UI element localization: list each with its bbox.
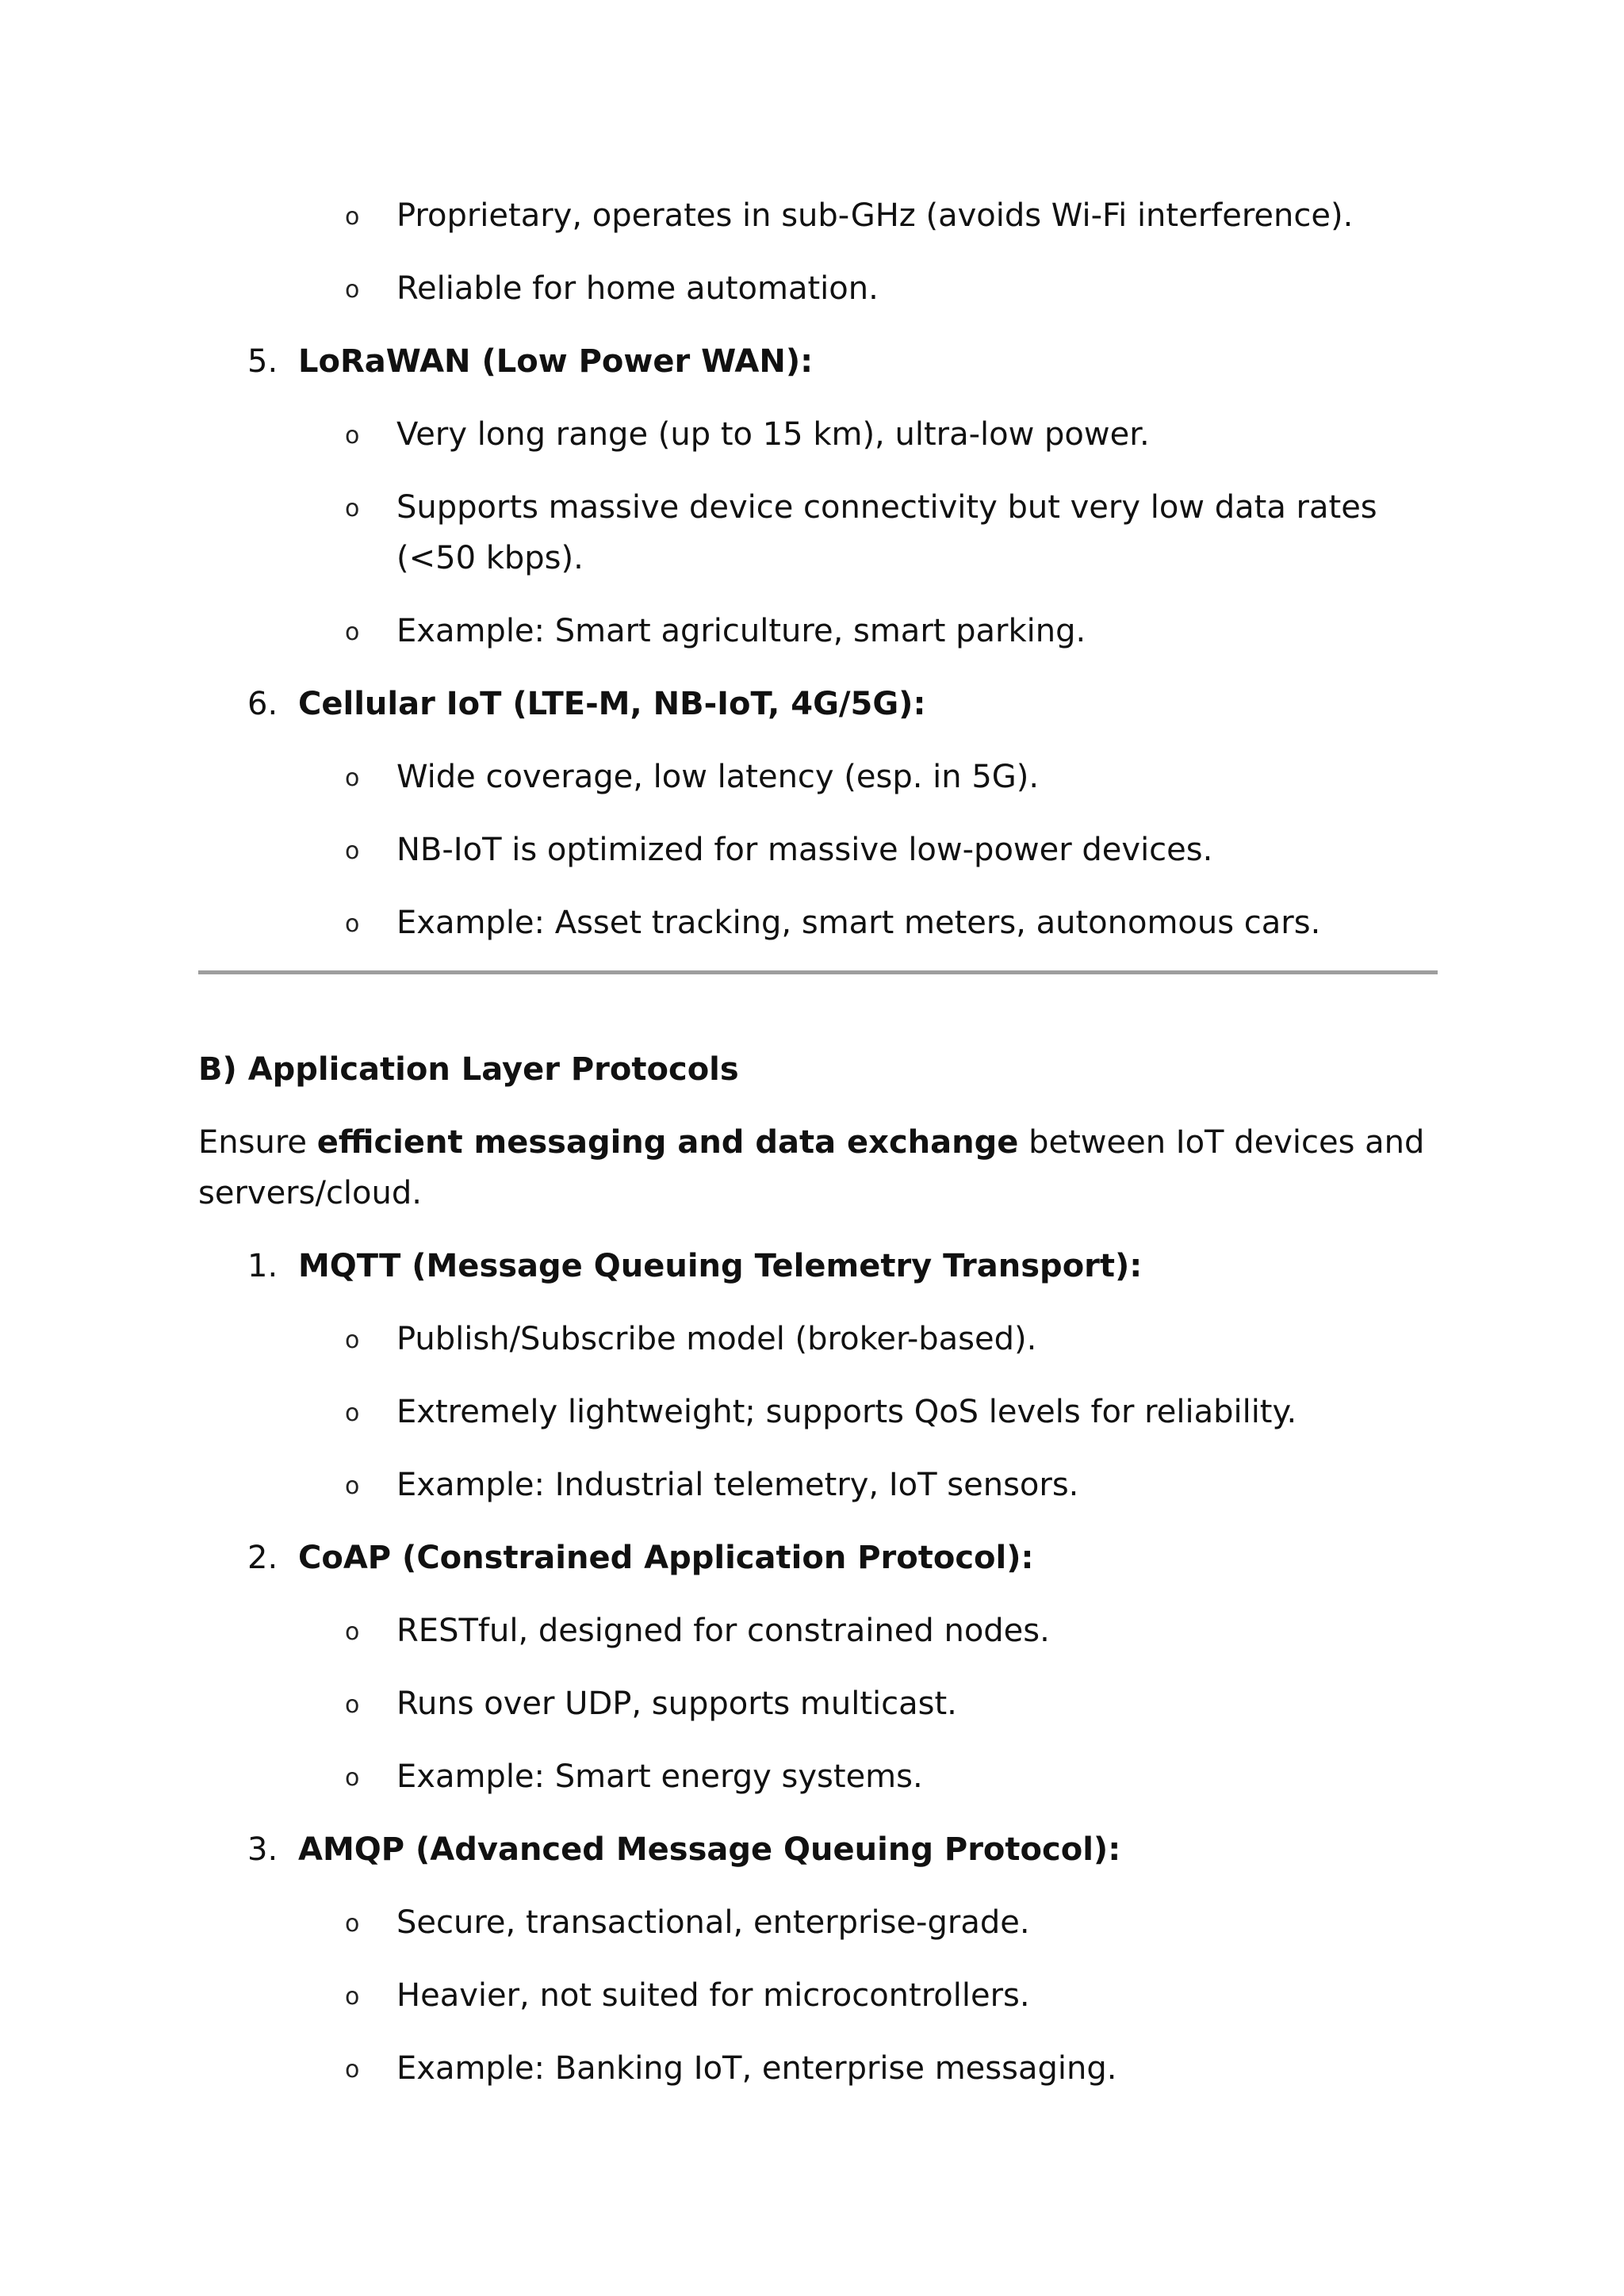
item-heading: LoRaWAN (Low Power WAN): bbox=[298, 343, 814, 380]
bullet-text: Example: Banking IoT, enterprise messaging. bbox=[396, 2050, 1117, 2087]
bullet-text: Example: Smart agriculture, smart parking. bbox=[396, 613, 1086, 649]
section-heading: B) Application Layer Protocols bbox=[198, 1051, 739, 1088]
list-item bbox=[198, 752, 1435, 802]
list-item bbox=[198, 606, 1435, 656]
hollow-circle-bullet-icon: o bbox=[345, 1983, 360, 2011]
bullet-text: NB-IoT is optimized for massive low-power devices. bbox=[396, 832, 1213, 868]
hollow-circle-bullet-icon: o bbox=[345, 1399, 360, 1427]
hollow-circle-bullet-icon: o bbox=[345, 1910, 360, 1938]
list-item bbox=[198, 409, 1435, 460]
item-heading: CoAP (Constrained Application Protocol): bbox=[298, 1540, 1034, 1576]
list-item bbox=[198, 1897, 1435, 1948]
hollow-circle-bullet-icon: o bbox=[345, 1618, 360, 1646]
numbered-item-mqtt bbox=[198, 1241, 1435, 1510]
item-heading: AMQP (Advanced Message Queuing Protocol): bbox=[298, 1831, 1121, 1868]
bullet-text: Reliable for home automation. bbox=[396, 270, 879, 307]
sub-bullet-list bbox=[198, 409, 1435, 656]
item-number: 1. bbox=[247, 1248, 278, 1284]
numbered-item-lorawan bbox=[198, 336, 1435, 656]
sub-bullet-list bbox=[198, 752, 1435, 948]
sub-bullet-list bbox=[198, 1605, 1435, 1802]
list-item bbox=[198, 1678, 1435, 1729]
list-item bbox=[198, 263, 1435, 314]
continuation-bullet-list bbox=[198, 190, 1435, 314]
hollow-circle-bullet-icon: o bbox=[345, 2056, 360, 2084]
numbered-item-amqp bbox=[198, 1824, 1435, 2094]
list-item bbox=[198, 1970, 1435, 2021]
item-number: 2. bbox=[247, 1540, 278, 1576]
bullet-text: Publish/Subscribe model (broker-based). bbox=[396, 1321, 1037, 1357]
bullet-text: Example: Industrial telemetry, IoT sensors. bbox=[396, 1467, 1079, 1503]
list-item bbox=[198, 1460, 1435, 1510]
list-item bbox=[198, 1605, 1435, 1656]
intro-suffix: between IoT devices and servers/cloud. bbox=[198, 1124, 1425, 1211]
hollow-circle-bullet-icon: o bbox=[345, 276, 360, 304]
list-item bbox=[198, 1387, 1435, 1437]
sub-bullet-list bbox=[198, 1314, 1435, 1510]
hollow-circle-bullet-icon: o bbox=[345, 1326, 360, 1354]
bullet-text: Very long range (up to 15 km), ultra-low power. bbox=[396, 416, 1150, 453]
hollow-circle-bullet-icon: o bbox=[345, 910, 360, 938]
bullet-text: Extremely lightweight; supports QoS levels for reliability. bbox=[396, 1394, 1297, 1430]
horizontal-divider bbox=[198, 970, 1438, 974]
sub-bullet-list bbox=[198, 1897, 1435, 2094]
hollow-circle-bullet-icon: o bbox=[345, 1764, 360, 1792]
item-heading: MQTT (Message Queuing Telemetry Transport): bbox=[298, 1248, 1143, 1284]
list-item bbox=[198, 897, 1435, 948]
item-number: 5. bbox=[247, 343, 278, 380]
bullet-text: Example: Asset tracking, smart meters, autonomous cars. bbox=[396, 905, 1321, 941]
bullet-text: Runs over UDP, supports multicast. bbox=[396, 1686, 957, 1722]
intro-emphasis: efficient messaging and data exchange bbox=[316, 1124, 1019, 1161]
hollow-circle-bullet-icon: o bbox=[345, 495, 360, 522]
bullet-text: Proprietary, operates in sub-GHz (avoids Wi-Fi interference). bbox=[396, 197, 1354, 234]
hollow-circle-bullet-icon: o bbox=[345, 1472, 360, 1500]
bullet-text: Secure, transactional, enterprise-grade. bbox=[396, 1904, 1030, 1941]
list-item bbox=[198, 2043, 1435, 2094]
hollow-circle-bullet-icon: o bbox=[345, 422, 360, 450]
bullet-text: RESTful, designed for constrained nodes. bbox=[396, 1613, 1050, 1649]
list-item bbox=[198, 825, 1435, 875]
bullet-text: Supports massive device connectivity but very low data rates (<50 kbps). bbox=[396, 489, 1377, 576]
document-content bbox=[198, 190, 1435, 2116]
item-number: 3. bbox=[247, 1831, 278, 1868]
item-number: 6. bbox=[247, 686, 278, 722]
application-protocol-list bbox=[198, 1241, 1435, 2094]
intro-prefix: Ensure bbox=[198, 1124, 317, 1161]
list-item bbox=[198, 1751, 1435, 1802]
bullet-text: Example: Smart energy systems. bbox=[396, 1758, 923, 1795]
bullet-text: Wide coverage, low latency (esp. in 5G). bbox=[396, 759, 1040, 795]
hollow-circle-bullet-icon: o bbox=[345, 1691, 360, 1719]
list-item bbox=[198, 190, 1435, 241]
network-protocol-list bbox=[198, 336, 1435, 948]
list-item bbox=[198, 482, 1435, 584]
hollow-circle-bullet-icon: o bbox=[345, 764, 360, 792]
hollow-circle-bullet-icon: o bbox=[345, 618, 360, 646]
numbered-item-cellular-iot bbox=[198, 679, 1435, 948]
numbered-item-coap bbox=[198, 1533, 1435, 1802]
bullet-text: Heavier, not suited for microcontrollers. bbox=[396, 1977, 1030, 2014]
item-heading: Cellular IoT (LTE-M, NB-IoT, 4G/5G): bbox=[298, 686, 926, 722]
section-intro bbox=[198, 1117, 1435, 1219]
hollow-circle-bullet-icon: o bbox=[345, 203, 360, 231]
list-item bbox=[198, 1314, 1435, 1364]
hollow-circle-bullet-icon: o bbox=[345, 837, 360, 865]
